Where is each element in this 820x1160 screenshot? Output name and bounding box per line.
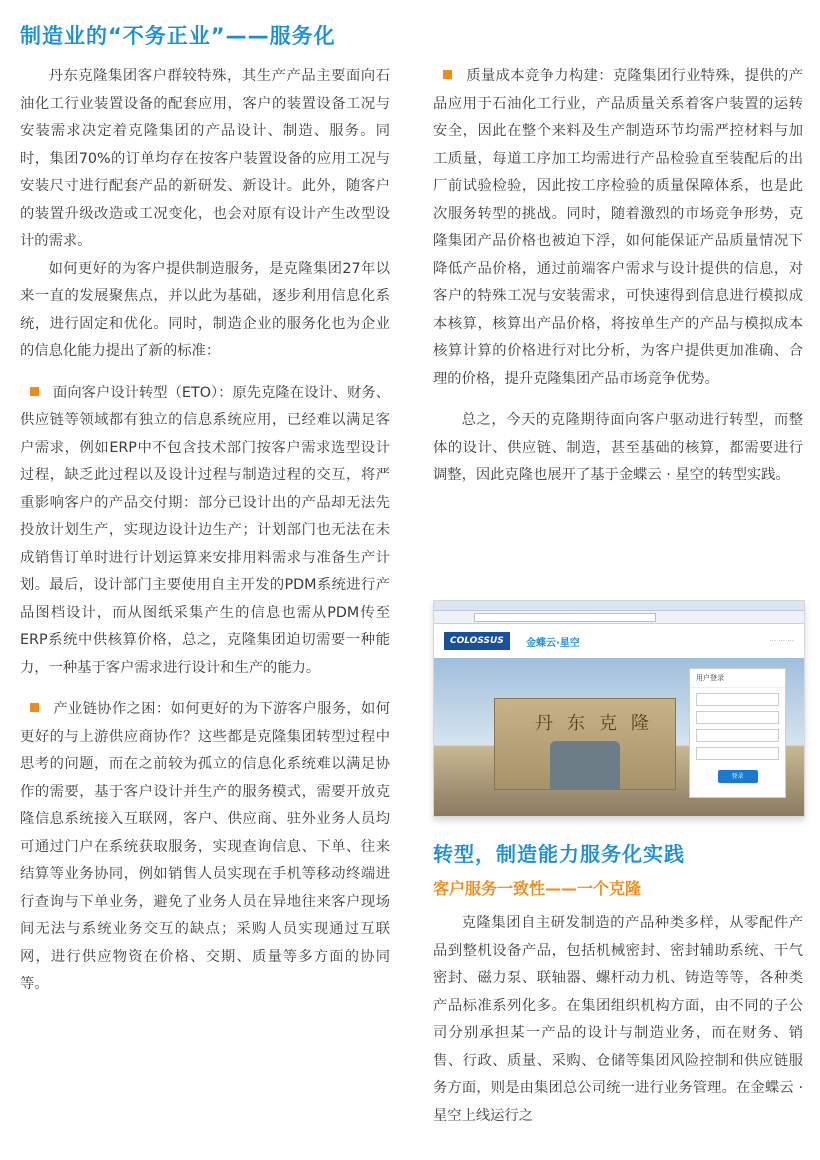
system-screenshot-figure (433, 600, 805, 817)
bullet-square-icon (30, 387, 39, 396)
gate-photo (434, 658, 804, 816)
section-title: 转型，制造能力服务化实践 (433, 842, 685, 866)
bullet-eto-text: 面向客户设计转型（ETO）：原先克隆在设计、财务、供应链等领域都有独立的信息系统应用，已经难以满足客户需求，例如ERP中不包含技术部门按客户需求选型设计过程，缺乏此过程以及设计过程与制造过程的交互，将严重影响客户的产品交付期：部分已设计出的产品却无法先投放计划生产，实现边设计边生产；计划部门也无法在未成销售订单时进行计划运算来安排用料需求与准备生产计划。最后，设计部门主要使用自主开发的PDM系统进行产品图档设计，而从图纸采集产生的信息也需从PDM传至ERP系统中供核算价格，总之，克隆集团迫切需要一种能力，一种基于客户需求进行设计和生产的能力。 (20, 384, 390, 676)
browser-titlebar (434, 601, 804, 611)
gate-sign: 丹东克隆 (535, 713, 663, 734)
paragraph-intro: 丹东克隆集团客户群较特殊，其生产产品主要面向石油化工行业装置设备的配套应用，客户的装置设备工况与安装需求决定着克隆集团的产品设计、制造、服务。同时，集团70%的订单均存在按客户装置设备的应用工况与安装尺寸进行配套产品的新研发、新设计。此外，随客户的装置升级改造或工况变化，也会对原有设计产生改型设计的需求。 (20, 68, 390, 249)
browser-toolbar (434, 611, 804, 624)
bullet-supply-chain-text: 产业链协作之困：如何更好的为下游客户服务，如何更好的与上游供应商协作？这些都是克隆集团转型过程中思考的问题，而在之前较为孤立的信息化系统难以满足协作的需要，基于客户设计并生产的服务模式，需要开放克隆信息系统接入互联网，客户、供应商、驻外业务人员均可通过门户在系统获取服务，实现查询信息、下单、往来结算等业务协同，例如销售人员实现在手机等移动终端进行查询与下单业务，避免了业务人员在异地往来客户现场间无法与系统业务交互的缺点；采购人员实现通过互联网，进行供应物资在价格、交期、质量等多方面的协同等。 (20, 701, 390, 992)
bullet-supply-chain (20, 696, 390, 999)
bullet-quality-cost (433, 63, 803, 393)
paragraph-consistency: 克隆集团自主研发制造的产品种类多样，从零配件产品到整机设备产品，包括机械密封、密封辅助系统、干气密封、磁力泵、联轴器、螺杆动力机、铸造等等，各种类产品标准系列化多。在集团组织机构方面，由不同的子公司分别承担某一产品的设计与制造业务，而在财务、销售、行政、质量、采购、仓储等集团风险控制和供应链服务方面，则是由集团总公司统一进行业务管理。在金蝶云 · 星空上线运行之 (433, 915, 803, 1124)
bullet-square-icon (443, 70, 452, 79)
login-button: 登录 (718, 770, 758, 783)
colossus-logo: COLOSSUS (444, 632, 510, 650)
gate-arch (550, 741, 620, 789)
right-column (433, 63, 803, 490)
login-field (696, 711, 779, 724)
sub-title: 客户服务一致性——一个克隆 (433, 879, 642, 898)
header-links: ··· ··· ··· (769, 637, 794, 645)
login-field (696, 693, 779, 706)
login-title: 用户登录 (690, 669, 785, 688)
left-column (20, 63, 390, 999)
right-column-lower (433, 910, 803, 1130)
bullet-quality-cost-text: 质量成本竞争力构建：克隆集团行业特殊，提供的产品应用于石油化工行业，产品质量关系着客户装置的运转安全，因此在整个来料及生产制造环节均需严控材料与加工质量，每道工序加工均需进行产品检验直至装配后的出厂前试验检验，因此按工序检验的质量保障体系，也是此次服务转型的挑战。同时，随着激烈的市场竞争形势，克隆集团产品价格也被迫下浮，如何能保证产品质量情况下降低产品价格，通过前端客户需求与设计提供的信息，对客户的特殊工况与安装需求，可快速得到信息进行模拟成本核算，核算出产品价格，将按单生产的产品与模拟成本核算计算的价格进行对比分析，为客户提供更加准确、合理的价格，提升克隆集团产品市场竞争优势。 (433, 68, 803, 387)
address-bar (474, 613, 656, 622)
portal-header (434, 624, 804, 659)
page-title: 制造业的“不务正业”——服务化 (20, 24, 336, 48)
paragraph-summary: 总之，今天的克隆期待面向客户驱动进行转型，而整体的设计、供应链、制造，甚至基础的核算，都需要进行调整，因此克隆也展开了基于金蝶云 · 星空的转型实践。 (433, 412, 803, 483)
login-field (696, 747, 779, 760)
company-gate (494, 698, 676, 790)
login-panel (689, 668, 786, 798)
paragraph-service: 如何更好的为客户提供制造服务，是克隆集团27年以来一直的发展聚焦点，并以此为基础，逐步利用信息化系统，进行固定和优化。同时，制造企业的服务化也为企业的信息化能力提出了新的标准： (20, 260, 390, 359)
login-field (696, 729, 779, 742)
bullet-square-icon (30, 703, 39, 712)
kingdee-logo: 金蝶云·星空 (526, 638, 580, 649)
bullet-eto (20, 380, 390, 683)
